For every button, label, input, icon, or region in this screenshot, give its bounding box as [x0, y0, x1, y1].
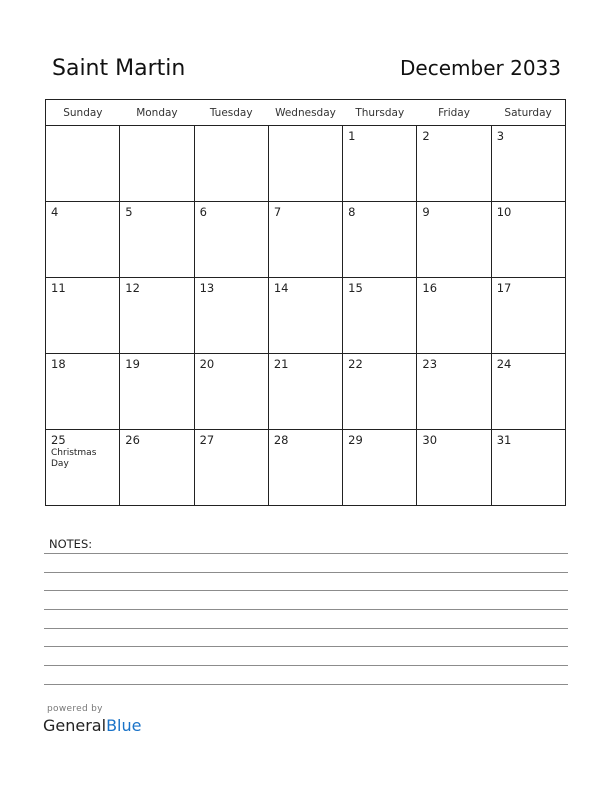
week-row [46, 202, 566, 278]
day-cell [343, 354, 417, 430]
calendar-grid [45, 99, 566, 506]
day-cell [46, 202, 120, 278]
day-number: 16 [422, 281, 438, 295]
day-number: 5 [125, 205, 133, 219]
week-row [46, 126, 566, 202]
brand-name-part1: General [43, 716, 107, 735]
day-number: 26 [125, 433, 140, 447]
day-number: 28 [273, 433, 289, 447]
note-line [44, 628, 568, 629]
day-cell [46, 354, 120, 430]
week-row [46, 430, 566, 506]
day-number: 1 [348, 129, 356, 143]
weekday-header-row [46, 100, 566, 126]
brand-name-part2: Blue [106, 716, 142, 735]
weekday-header: Friday [417, 100, 491, 126]
day-cell [120, 354, 194, 430]
day-number: 12 [125, 281, 140, 295]
day-cell [268, 202, 342, 278]
day-number: 19 [125, 357, 140, 371]
day-number: 7 [273, 205, 282, 219]
day-cell [268, 126, 342, 202]
day-cell [491, 126, 565, 202]
day-cell [417, 126, 491, 202]
day-cell [120, 430, 194, 506]
day-number: 25 [51, 433, 66, 447]
day-cell [268, 354, 342, 430]
week-row [46, 354, 566, 430]
day-cell [343, 202, 417, 278]
note-line [44, 684, 568, 685]
day-cell [46, 278, 120, 354]
day-number: 24 [496, 357, 512, 371]
day-number: 13 [199, 281, 215, 295]
day-number: 10 [496, 205, 512, 219]
day-cell [491, 430, 565, 506]
day-cell [417, 202, 491, 278]
day-cell [417, 278, 491, 354]
weekday-header: Wednesday [268, 100, 342, 126]
day-number: 27 [199, 433, 215, 447]
note-line [44, 572, 568, 573]
day-number: 23 [422, 357, 438, 371]
note-line [44, 646, 568, 647]
country-title: Saint Martin [52, 56, 186, 81]
weekday-header: Saturday [491, 100, 565, 126]
holiday-label: Christmas Day [51, 448, 97, 469]
day-cell [343, 278, 417, 354]
day-cell [491, 278, 565, 354]
day-cell [417, 354, 491, 430]
brand-logo [43, 716, 141, 735]
day-cell [343, 126, 417, 202]
day-number: 30 [422, 433, 438, 447]
weekday-header: Monday [120, 100, 194, 126]
day-number: 8 [348, 205, 356, 219]
day-number: 6 [199, 205, 207, 219]
day-cell [268, 278, 342, 354]
note-line [44, 665, 568, 666]
brand-tagline: powered by [47, 704, 103, 714]
notes-label: NOTES: [49, 537, 93, 551]
weekday-header: Sunday [46, 100, 120, 126]
day-number: 11 [51, 281, 66, 295]
day-number: 22 [348, 357, 363, 371]
day-cell [417, 430, 491, 506]
day-number: 21 [273, 357, 289, 371]
day-cell [46, 126, 120, 202]
day-cell [491, 354, 565, 430]
day-cell [46, 430, 120, 506]
note-line [44, 590, 568, 591]
day-cell [120, 126, 194, 202]
day-number: 15 [348, 281, 363, 295]
day-number: 29 [348, 433, 363, 447]
day-cell [120, 278, 194, 354]
week-row [46, 278, 566, 354]
day-number: 9 [422, 205, 430, 219]
day-cell [194, 202, 268, 278]
day-cell [491, 202, 565, 278]
day-cell [194, 354, 268, 430]
day-cell [120, 202, 194, 278]
day-cell [194, 278, 268, 354]
day-number: 3 [496, 129, 505, 143]
day-number: 4 [51, 205, 59, 219]
day-cell [268, 430, 342, 506]
day-number: 18 [51, 357, 66, 371]
day-number: 20 [199, 357, 215, 371]
day-number: 17 [496, 281, 512, 295]
note-line [44, 553, 568, 554]
note-line [44, 609, 568, 610]
weekday-header: Tuesday [194, 100, 268, 126]
day-cell [343, 430, 417, 506]
day-number: 31 [496, 433, 512, 447]
day-cell [194, 430, 268, 506]
month-year-title: December 2033 [400, 56, 561, 80]
weekday-header: Thursday [343, 100, 417, 126]
day-number: 14 [273, 281, 289, 295]
day-number: 2 [422, 129, 430, 143]
day-cell [194, 126, 268, 202]
